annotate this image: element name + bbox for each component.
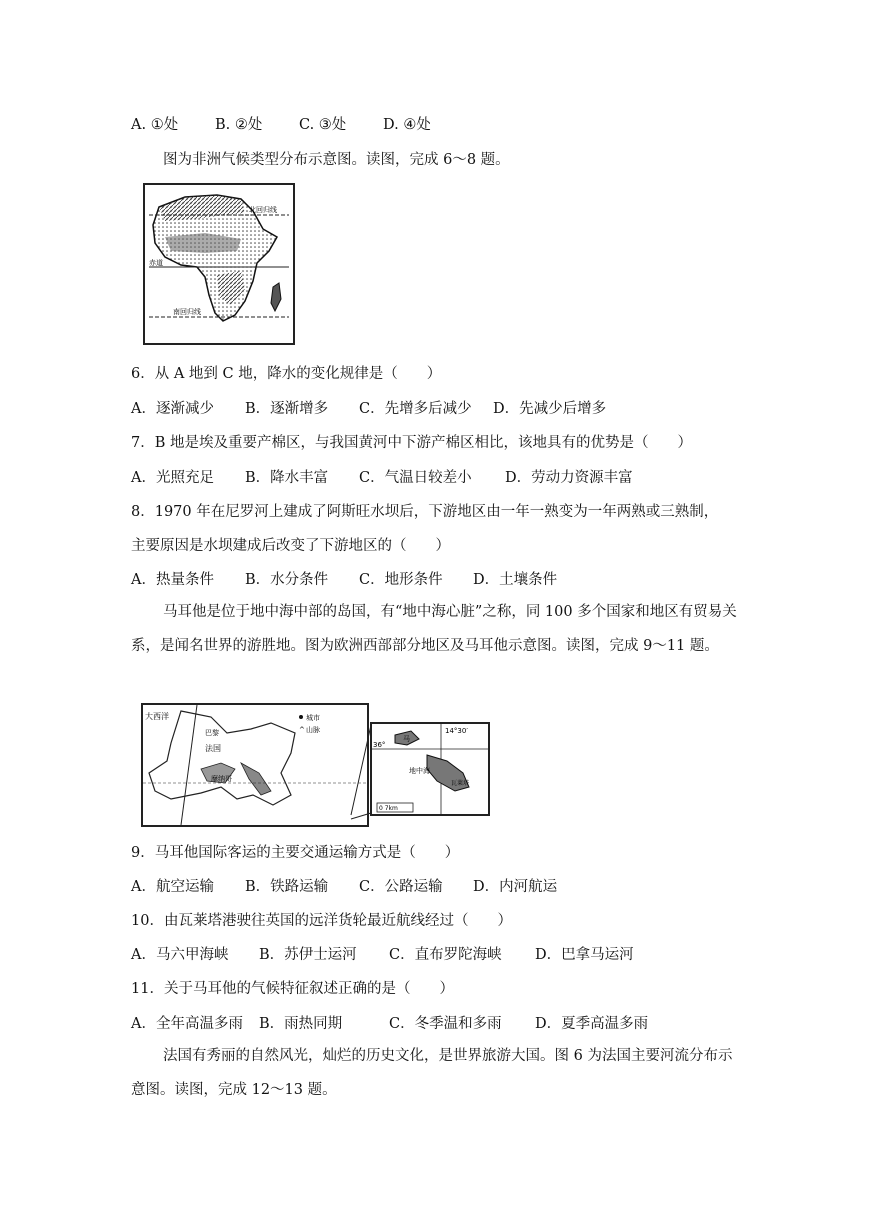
q9-options bbox=[131, 875, 557, 896]
option-c: C．气温日较差小 bbox=[359, 470, 472, 486]
option-b: B．苏伊士运河 bbox=[259, 947, 357, 963]
option-b: B. ②处 bbox=[215, 117, 263, 133]
label-valletta: 瓦莱塔 bbox=[451, 780, 470, 787]
madagascar bbox=[271, 283, 281, 311]
option-b: B．降水丰富 bbox=[245, 470, 329, 486]
label-lon: 14°30′ bbox=[445, 727, 468, 735]
legend-mountain: 山脉 bbox=[306, 726, 320, 734]
q7-options bbox=[131, 466, 633, 487]
option-d: D. ④处 bbox=[383, 117, 431, 133]
label-equator: 赤道 bbox=[149, 259, 163, 267]
q6-options bbox=[131, 397, 606, 418]
label-monaco: 摩纳哥 bbox=[211, 775, 232, 783]
q7-stem: 7．B 地是埃及重要产棉区，与我国黄河中下游产棉区相比，该地具有的优势是（ ） bbox=[131, 435, 692, 451]
malta-map-graphic bbox=[141, 703, 491, 827]
africa-climate-map bbox=[143, 183, 295, 345]
option-d: D．巴拿马运河 bbox=[535, 947, 634, 963]
q11-options bbox=[131, 1012, 648, 1033]
label-tropic-cancer: 北回归线 bbox=[249, 206, 277, 214]
label-lat: 36° bbox=[373, 741, 386, 749]
option-c: C．公路运输 bbox=[359, 879, 443, 895]
option-b: B．水分条件 bbox=[245, 572, 329, 588]
q9-stem: 9．马耳他国际客运的主要交通运输方式是（ ） bbox=[131, 845, 460, 861]
q10-stem: 10．由瓦莱塔港驶往英国的远洋货轮最近航线经过（ ） bbox=[131, 913, 512, 929]
option-a: A．光照充足 bbox=[131, 470, 214, 486]
option-d: D．劳动力资源丰富 bbox=[505, 470, 633, 486]
legend-city: 城市 bbox=[306, 714, 320, 722]
q8-stem-line2: 主要原因是水坝建成后改变了下游地区的（ ） bbox=[131, 538, 450, 554]
q6-stem: 6．从 A 地到 C 地，降水的变化规律是（ ） bbox=[131, 366, 442, 382]
option-c: C．地形条件 bbox=[359, 572, 443, 588]
label-atlantic: 大西洋 bbox=[145, 712, 169, 721]
label-scale: 0 7km bbox=[379, 805, 398, 812]
intro-france: 法国有秀丽的自然风光，灿烂的历史文化，是世界旅游大国。图 6 为法国主要河流分布示意图。读图，完成 12～13 题。 bbox=[131, 1048, 733, 1098]
option-a: A．逐渐减少 bbox=[131, 401, 214, 417]
option-a: A．全年高温多雨 bbox=[131, 1016, 243, 1032]
option-c: C．冬季温和多雨 bbox=[389, 1016, 502, 1032]
label-island: 马 bbox=[403, 735, 410, 743]
option-a: A. ①处 bbox=[131, 117, 179, 133]
label-paris: 巴黎 bbox=[205, 729, 219, 737]
option-d: D．土壤条件 bbox=[473, 572, 558, 588]
intro-africa: 图为非洲气候类型分布示意图。读图，完成 6～8 题。 bbox=[163, 152, 510, 168]
option-b: B．铁路运输 bbox=[245, 879, 329, 895]
q8-options bbox=[131, 568, 557, 589]
option-d: D．先减少后增多 bbox=[493, 401, 607, 417]
q5-options bbox=[131, 113, 431, 134]
malta-map bbox=[141, 703, 491, 827]
option-c: C. ③处 bbox=[299, 117, 347, 133]
option-c: C．先增多后减少 bbox=[359, 401, 472, 417]
option-a: A．马六甲海峡 bbox=[131, 947, 229, 963]
option-a: A．热量条件 bbox=[131, 572, 214, 588]
option-b: B．雨热同期 bbox=[259, 1016, 343, 1032]
africa-map-graphic bbox=[145, 185, 293, 343]
q11-stem: 11．关于马耳他的气候特征叙述正确的是（ ） bbox=[131, 981, 454, 997]
q10-options bbox=[131, 943, 634, 964]
label-tropic-capricorn: 南回归线 bbox=[173, 308, 201, 316]
svg-text:^: ^ bbox=[299, 726, 305, 734]
label-sea: 地中海 bbox=[409, 767, 430, 775]
intro-malta: 马耳他是位于地中海中部的岛国，有“地中海心脏”之称，同 100 多个国家和地区有贸易关系，是闻名世界的游胜地。图为欧洲西部部分地区及马耳他示意图。读图，完成 9～11 题。 bbox=[131, 604, 737, 654]
q8-stem-line1: 8．1970 年在尼罗河上建成了阿斯旺水坝后，下游地区由一年一熟变为一年两熟或三熟制， bbox=[131, 504, 719, 520]
label-france: 法国 bbox=[205, 744, 221, 753]
option-a: A．航空运输 bbox=[131, 879, 214, 895]
option-d: D．夏季高温多雨 bbox=[535, 1016, 649, 1032]
option-b: B．逐渐增多 bbox=[245, 401, 329, 417]
option-c: C．直布罗陀海峡 bbox=[389, 947, 502, 963]
option-d: D．内河航运 bbox=[473, 879, 558, 895]
